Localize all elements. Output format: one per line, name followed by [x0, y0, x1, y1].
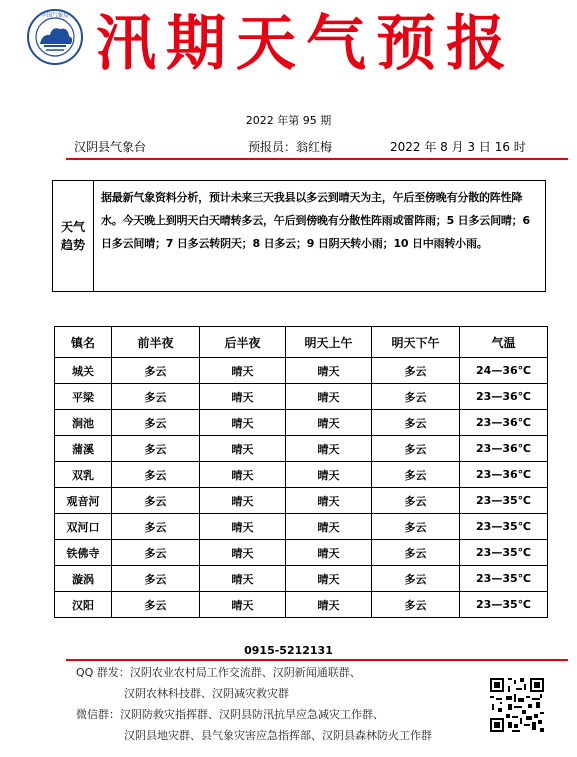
- cell-tomorrow-morning: 晴天: [286, 566, 372, 592]
- cell-tomorrow-afternoon: 多云: [372, 540, 460, 566]
- cell-town-name: 汉阳: [55, 592, 112, 618]
- cell-town-name: 平梁: [55, 384, 112, 410]
- cell-tomorrow-afternoon: 多云: [372, 592, 460, 618]
- cell-late-night: 晴天: [200, 592, 286, 618]
- header-late-night: 后半夜: [200, 327, 286, 358]
- cell-late-night: 晴天: [200, 488, 286, 514]
- cell-town-name: 蒲溪: [55, 436, 112, 462]
- cell-early-night: 多云: [112, 410, 200, 436]
- table-row: [55, 566, 548, 592]
- cell-early-night: 多云: [112, 384, 200, 410]
- header-divider: [66, 158, 568, 160]
- header-temperature: 气温: [460, 327, 548, 358]
- footer-divider: [66, 659, 568, 661]
- cell-late-night: 晴天: [200, 514, 286, 540]
- cell-early-night: 多云: [112, 488, 200, 514]
- cell-tomorrow-morning: 晴天: [286, 358, 372, 384]
- cell-town-name: 观音河: [55, 488, 112, 514]
- trend-text: 据最新气象资料分析，预计未来三天我县以多云到晴天为主，午后至傍晚有分散的阵性降水。今天晚上到明天白天晴转多云，午后到傍晚有分散性阵雨或雷阵雨；5 日多云间晴；6 日多云间晴；7 日多云转阴天；8 日多云；9 日阴天转小雨；10 日中雨转小雨。: [101, 191, 530, 250]
- cell-early-night: 多云: [112, 436, 200, 462]
- cell-tomorrow-morning: 晴天: [286, 410, 372, 436]
- issue-datetime: 2022 年 8 月 3 日 16 时: [390, 140, 526, 154]
- page-title: 汛期天气预报: [96, 9, 516, 79]
- cell-town-name: 双乳: [55, 462, 112, 488]
- cell-temperature: 23—36℃: [460, 462, 548, 488]
- cell-late-night: 晴天: [200, 384, 286, 410]
- cell-temperature: 23—36℃: [460, 384, 548, 410]
- cell-temperature: 23—35℃: [460, 514, 548, 540]
- table-row: [55, 540, 548, 566]
- qr-code-icon: [488, 676, 546, 734]
- cell-town-name: 铁佛寺: [55, 540, 112, 566]
- issue-number: 2022 年第 95 期: [245, 114, 332, 127]
- cell-tomorrow-afternoon: 多云: [372, 384, 460, 410]
- station-name: 汉阴县气象台: [74, 140, 147, 154]
- cell-temperature: 23—35℃: [460, 566, 548, 592]
- contact-phone: 0915-5212131: [244, 644, 333, 657]
- cell-early-night: 多云: [112, 592, 200, 618]
- cell-tomorrow-morning: 晴天: [286, 514, 372, 540]
- header-tomorrow-morning: 明天上午: [286, 327, 372, 358]
- cell-tomorrow-morning: 晴天: [286, 384, 372, 410]
- cell-early-night: 多云: [112, 514, 200, 540]
- cell-tomorrow-afternoon: 多云: [372, 566, 460, 592]
- cell-tomorrow-morning: 晴天: [286, 436, 372, 462]
- cell-early-night: 多云: [112, 566, 200, 592]
- qq-groups-line-2: 汉阴农林科技群、汉阴减灾救灾群: [124, 687, 289, 700]
- table-header-row: [55, 327, 548, 358]
- cell-temperature: 23—35℃: [460, 592, 548, 618]
- forecast-table: [54, 326, 548, 618]
- cell-town-name: 城关: [55, 358, 112, 384]
- cell-late-night: 晴天: [200, 436, 286, 462]
- header-tomorrow-afternoon: 明天下午: [372, 327, 460, 358]
- trend-label: 天气 趋势: [53, 181, 94, 291]
- cell-late-night: 晴天: [200, 358, 286, 384]
- table-row: [55, 358, 548, 384]
- cell-temperature: 23—35℃: [460, 540, 548, 566]
- cell-temperature: 24—36℃: [460, 358, 548, 384]
- cell-early-night: 多云: [112, 462, 200, 488]
- cell-early-night: 多云: [112, 358, 200, 384]
- cell-tomorrow-afternoon: 多云: [372, 462, 460, 488]
- cell-temperature: 23—36℃: [460, 410, 548, 436]
- weather-trend-box: [52, 180, 546, 292]
- cell-temperature: 23—35℃: [460, 488, 548, 514]
- table-row: [55, 488, 548, 514]
- table-row: [55, 410, 548, 436]
- svg-text:中国气象局: 中国气象局: [41, 13, 69, 19]
- cell-town-name: 漩涡: [55, 566, 112, 592]
- cell-tomorrow-morning: 晴天: [286, 462, 372, 488]
- header-early-night: 前半夜: [112, 327, 200, 358]
- cell-tomorrow-afternoon: 多云: [372, 514, 460, 540]
- table-row: [55, 592, 548, 618]
- cell-tomorrow-afternoon: 多云: [372, 436, 460, 462]
- table-row: [55, 436, 548, 462]
- cell-early-night: 多云: [112, 540, 200, 566]
- table-row: [55, 384, 548, 410]
- table-row: [55, 462, 548, 488]
- cell-tomorrow-morning: 晴天: [286, 540, 372, 566]
- cell-tomorrow-afternoon: 多云: [372, 488, 460, 514]
- cell-town-name: 双河口: [55, 514, 112, 540]
- cell-town-name: 涧池: [55, 410, 112, 436]
- header-town: 镇名: [55, 327, 112, 358]
- qq-groups-line-1: QQ 群发：汉阴农业农村局工作交流群、汉阴新闻通联群、: [76, 666, 361, 679]
- wechat-groups-line-2: 汉阴县地灾群、县气象灾害应急指挥部、汉阴县森林防火工作群: [124, 729, 432, 742]
- cell-late-night: 晴天: [200, 566, 286, 592]
- cell-tomorrow-afternoon: 多云: [372, 410, 460, 436]
- cell-late-night: 晴天: [200, 462, 286, 488]
- table-row: [55, 514, 548, 540]
- forecaster: 预报员：翁红梅: [248, 140, 333, 154]
- cell-tomorrow-morning: 晴天: [286, 488, 372, 514]
- cell-temperature: 23—36℃: [460, 436, 548, 462]
- distribution-groups: [76, 662, 496, 746]
- wechat-groups-line-1: 微信群：汉阴防救灾指挥群、汉阴县防汛抗旱应急减灾工作群、: [76, 708, 384, 721]
- cell-late-night: 晴天: [200, 540, 286, 566]
- cell-tomorrow-afternoon: 多云: [372, 358, 460, 384]
- cell-tomorrow-morning: 晴天: [286, 592, 372, 618]
- cell-late-night: 晴天: [200, 410, 286, 436]
- meteorological-logo-icon: [26, 8, 84, 66]
